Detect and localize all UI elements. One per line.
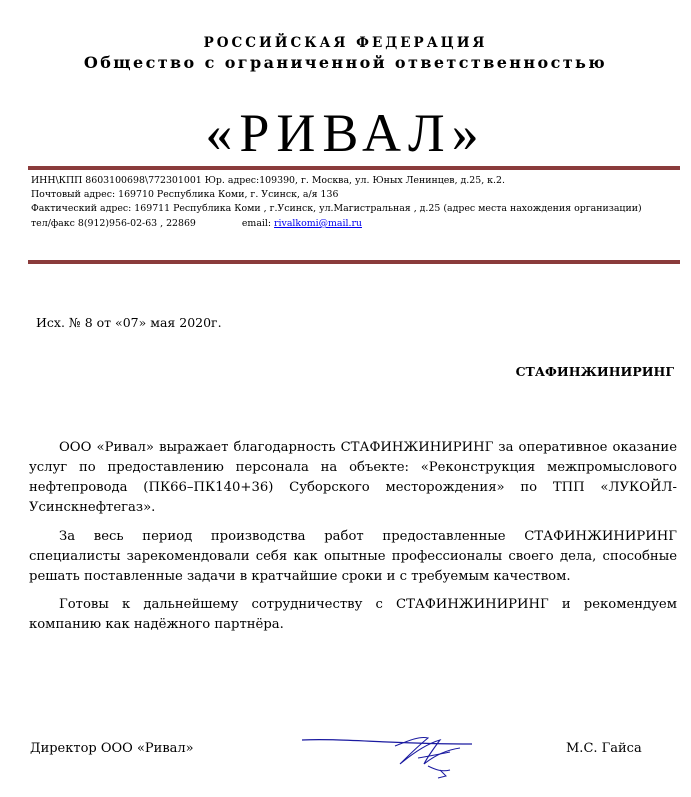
email-label: email: <box>241 218 272 229</box>
organization-type-heading: Общество с ограниченной ответственностью <box>83 53 608 72</box>
recipient: СТАФИНЖИНИРИНГ <box>515 364 674 379</box>
signatory-name: М.С. Гайса <box>566 741 642 756</box>
requisites-inn-line: ИНН\КПП 8603100698\772301001 Юр. адрес:109390, г. Москва, ул. Юных Ленинцев, д.25, к.2. <box>31 175 505 186</box>
paragraph-assessment: За весь период производства работ предоставленные СТАФИНЖИНИРИНГ специалисты зарекомендовали себя как опытные профессионалы своего дела, способные решать поставленные задачи в кратчайшие сроки и с требуемым качеством. <box>29 529 677 584</box>
header-rule-bottom <box>28 260 680 264</box>
paragraph-recommendation: Готовы к дальнейшему сотрудничеству с СТАФИНЖИНИРИНГ и рекомендуем компанию как надёжного партнёра. <box>29 597 677 632</box>
header-rule-top <box>28 166 680 170</box>
organization-name: «РИВАЛ» <box>205 103 486 163</box>
handwritten-signature <box>300 730 475 780</box>
email-link[interactable]: rivalkomi@mail.ru <box>274 218 362 229</box>
requisites-actual-address-line: Фактический адрес: 169711 Республика Коми , г.Усинск, ул.Магистральная , д.25 (адрес места нахождения организации) <box>31 203 642 214</box>
requisites-contact-line <box>31 218 362 229</box>
signatory-position: Директор ООО «Ривал» <box>30 741 194 756</box>
outgoing-reference: Исх. № 8 от «07» мая 2020г. <box>36 315 222 330</box>
phone-fax: тел/факс 8(912)956-02-63 , 22869 <box>31 218 196 229</box>
country-heading: РОССИЙСКАЯ ФЕДЕРАЦИЯ <box>203 35 488 51</box>
requisites-postal-line: Почтовый адрес: 169710 Республика Коми, г. Усинск, а/я 136 <box>31 189 339 200</box>
paragraph-gratitude: ООО «Ривал» выражает благодарность СТАФИНЖИНИРИНГ за оперативное оказание услуг по предоставлению персонала на объекте: «Реконструкция межпромыслового нефтепровода (ПК66–ПК140+36) Суборского месторождения» по ТПП «ЛУКОЙЛ-Усинскнефтегаз». <box>29 440 677 515</box>
